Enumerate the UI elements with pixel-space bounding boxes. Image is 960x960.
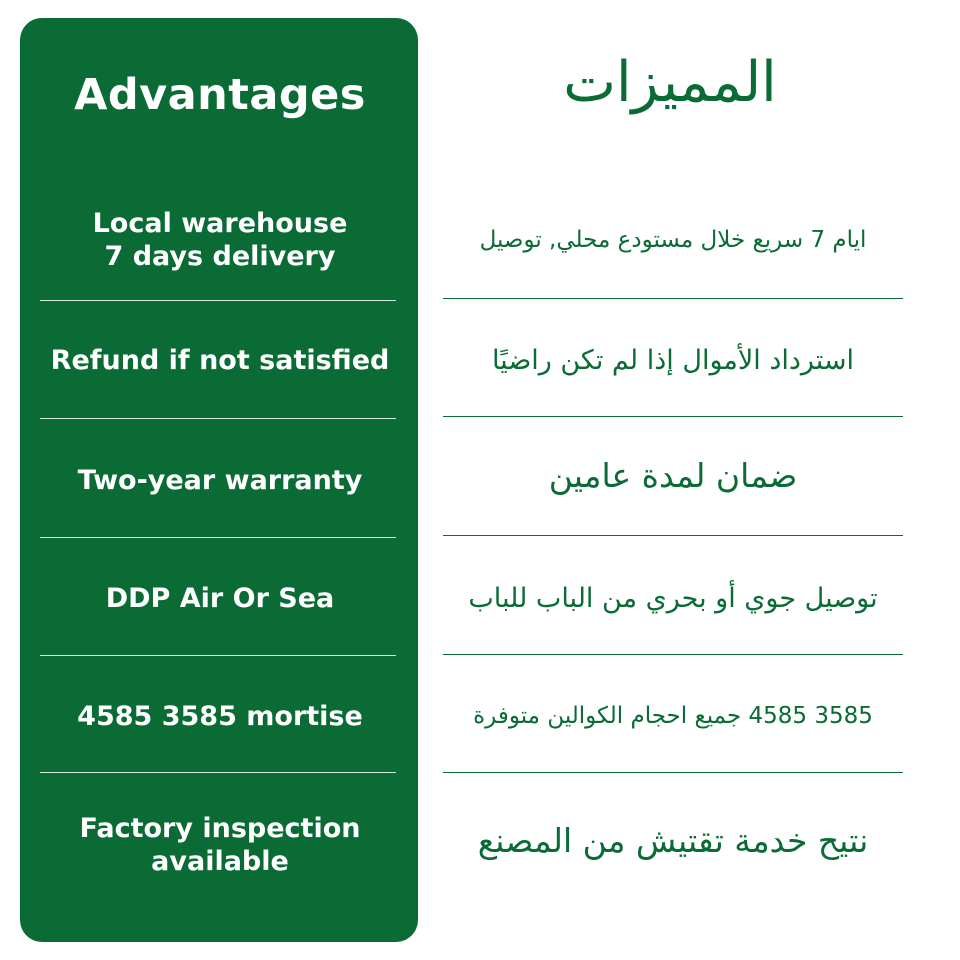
divider-english xyxy=(40,772,396,773)
divider-arabic xyxy=(443,298,903,299)
english-title: Advantages xyxy=(74,70,366,120)
divider-arabic xyxy=(443,654,903,655)
english-row-line: Local warehouse xyxy=(92,208,348,239)
english-row-local-warehouse xyxy=(40,190,400,290)
english-row-mortise: 4585 3585 mortise xyxy=(77,700,363,732)
arabic-row-ddp: توصيل جوي أو بحري من الباب للباب xyxy=(468,582,878,614)
arabic-row-local-warehouse: ايام 7 سريع خلال مستودع محلي, توصيل xyxy=(479,227,867,253)
english-row-line: 7 days delivery xyxy=(104,241,336,272)
divider-english xyxy=(40,300,396,301)
english-row-warranty: Two-year warranty xyxy=(77,464,363,496)
arabic-title: المميزات xyxy=(563,50,777,115)
divider-arabic xyxy=(443,772,903,773)
english-row-line: Factory inspection xyxy=(79,813,361,844)
divider-english xyxy=(40,418,396,419)
divider-arabic xyxy=(443,416,903,417)
english-row-ddp: DDP Air Or Sea xyxy=(105,582,335,614)
divider-arabic xyxy=(443,535,903,536)
english-row-inspection xyxy=(40,790,400,900)
arabic-row-inspection: نتيح خدمة تقتيش من المصنع xyxy=(477,820,869,860)
arabic-row-refund: استرداد الأموال إذا لم تكن راضيًا xyxy=(491,344,855,376)
english-row-line: available xyxy=(151,846,289,877)
arabic-row-mortise: 3585 4585 جميع احجام الكوالين متوفرة xyxy=(473,703,873,729)
arabic-row-warranty: ضمان لمدة عامين xyxy=(548,455,798,495)
divider-english xyxy=(40,655,396,656)
divider-english xyxy=(40,537,396,538)
english-row-refund: Refund if not satisfied xyxy=(50,344,390,376)
